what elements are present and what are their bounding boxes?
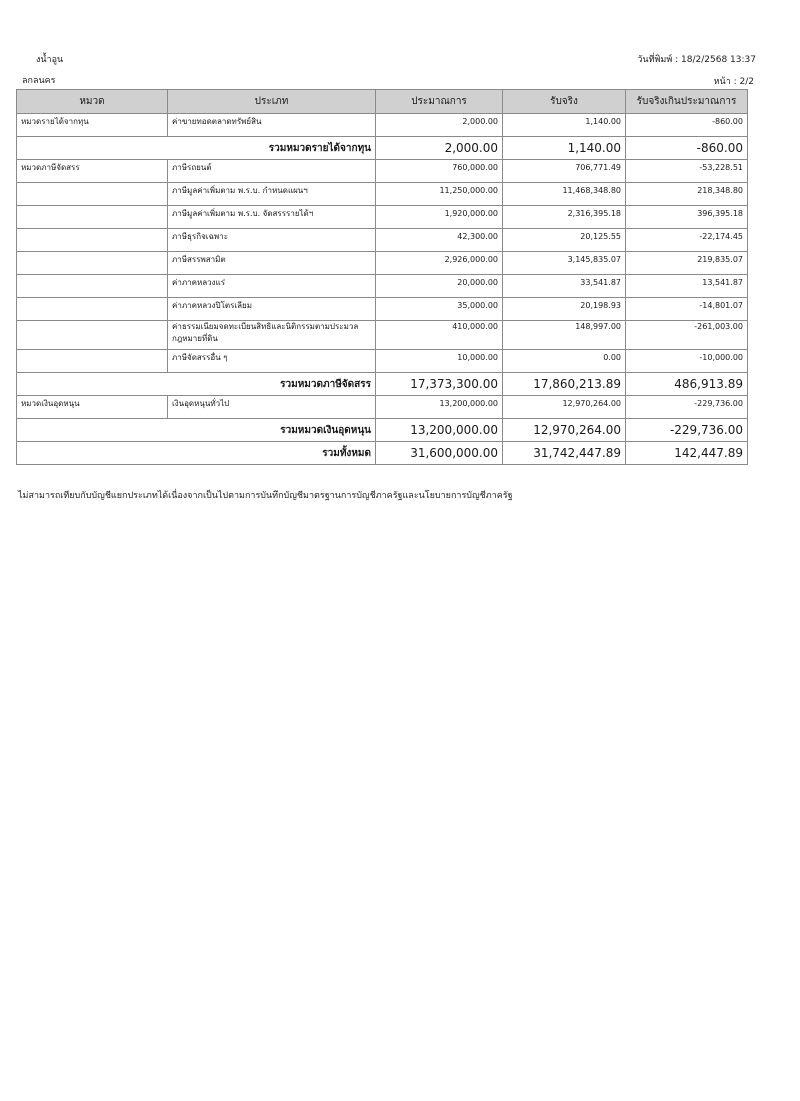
difference-cell: 396,395.18	[626, 206, 748, 229]
subtotal-estimate: 2,000.00	[376, 137, 503, 160]
difference-cell: -14,801.07	[626, 298, 748, 321]
estimate-cell: 2,000.00	[376, 114, 503, 137]
estimate-cell: 20,000.00	[376, 275, 503, 298]
table-row	[17, 229, 748, 252]
table-row	[17, 298, 748, 321]
difference-cell: -10,000.00	[626, 350, 748, 373]
category-cell: หมวดเงินอุดหนุน	[17, 396, 168, 419]
actual-cell: 11,468,348.80	[503, 183, 626, 206]
subtotal-actual: 1,140.00	[503, 137, 626, 160]
subtotal-actual: 17,860,213.89	[503, 373, 626, 396]
subtotal-difference: -860.00	[626, 137, 748, 160]
type-cell: ค่าขายทอดตลาดทรัพย์สิน	[168, 114, 376, 137]
table-header-row	[17, 90, 748, 114]
type-cell: ภาษีจัดสรรอื่น ๆ	[168, 350, 376, 373]
subtotal-label: รวมหมวดภาษีจัดสรร	[17, 373, 376, 396]
actual-cell: 33,541.87	[503, 275, 626, 298]
column-header-type: ประเภท	[168, 90, 376, 114]
subtotal-difference: 486,913.89	[626, 373, 748, 396]
table-row	[17, 252, 748, 275]
page-number: หน้า : 2/2	[713, 77, 754, 87]
subtotal-estimate: 17,373,300.00	[376, 373, 503, 396]
type-cell: ภาษีรถยนต์	[168, 160, 376, 183]
type-cell: ภาษีมูลค่าเพิ่มตาม พ.ร.บ. กำหนดแผนฯ	[168, 183, 376, 206]
grand-total-difference: 142,447.89	[626, 442, 748, 465]
estimate-cell: 42,300.00	[376, 229, 503, 252]
column-header-estimate: ประมาณการ	[376, 90, 503, 114]
estimate-cell: 10,000.00	[376, 350, 503, 373]
category-cell	[17, 275, 168, 298]
actual-cell: 2,316,395.18	[503, 206, 626, 229]
estimate-cell: 2,926,000.00	[376, 252, 503, 275]
difference-cell: -22,174.45	[626, 229, 748, 252]
difference-cell: 218,348.80	[626, 183, 748, 206]
estimate-cell: 11,250,000.00	[376, 183, 503, 206]
difference-cell: -53,228.51	[626, 160, 748, 183]
actual-cell: 148,997.00	[503, 321, 626, 350]
subtotal-row	[17, 137, 748, 160]
actual-cell: 1,140.00	[503, 114, 626, 137]
category-cell	[17, 252, 168, 275]
table-row	[17, 114, 748, 137]
column-header-difference: รับจริงเกินประมาณการ	[626, 90, 748, 114]
grand-total-actual: 31,742,447.89	[503, 442, 626, 465]
difference-cell: -261,003.00	[626, 321, 748, 350]
difference-cell: 219,835.07	[626, 252, 748, 275]
organization-name-line2: ลกลนคร	[22, 76, 56, 86]
category-cell	[17, 350, 168, 373]
column-header-category: หมวด	[17, 90, 168, 114]
table-row	[17, 321, 748, 350]
subtotal-estimate: 13,200,000.00	[376, 419, 503, 442]
subtotal-row	[17, 419, 748, 442]
table-row	[17, 160, 748, 183]
difference-cell: -860.00	[626, 114, 748, 137]
category-cell	[17, 206, 168, 229]
subtotal-label: รวมหมวดเงินอุดหนุน	[17, 419, 376, 442]
type-cell: เงินอุดหนุนทั่วไป	[168, 396, 376, 419]
table-row	[17, 275, 748, 298]
category-cell: หมวดภาษีจัดสรร	[17, 160, 168, 183]
estimate-cell: 410,000.00	[376, 321, 503, 350]
grand-total-row	[17, 442, 748, 465]
category-cell	[17, 183, 168, 206]
grand-total-estimate: 31,600,000.00	[376, 442, 503, 465]
grand-total-label: รวมทั้งหมด	[17, 442, 376, 465]
footnote: ไม่สามารถเทียบกับบัญชีแยกประเภทได้เนื่องจากเป็นไปตามการบันทึกบัญชีมาตรฐานการบัญชีภาครัฐและนโยบายการบัญชีภาครัฐ	[18, 491, 513, 501]
category-cell	[17, 229, 168, 252]
type-cell: ภาษีธุรกิจเฉพาะ	[168, 229, 376, 252]
estimate-cell: 35,000.00	[376, 298, 503, 321]
table-row	[17, 350, 748, 373]
estimate-cell: 1,920,000.00	[376, 206, 503, 229]
type-cell: ค่าภาคหลวงแร่	[168, 275, 376, 298]
table-row	[17, 183, 748, 206]
actual-cell: 20,125.55	[503, 229, 626, 252]
estimate-cell: 13,200,000.00	[376, 396, 503, 419]
actual-cell: 20,198.93	[503, 298, 626, 321]
table-row	[17, 396, 748, 419]
print-date: วันที่พิมพ์ : 18/2/2568 13:37	[637, 55, 756, 65]
difference-cell: -229,736.00	[626, 396, 748, 419]
organization-name-line1: งน้ำอูน	[36, 55, 64, 65]
actual-cell: 3,145,835.07	[503, 252, 626, 275]
type-cell: ค่าธรรมเนียมจดทะเบียนสิทธิและนิติกรรมตามประมวลกฎหมายที่ดิน	[168, 321, 376, 350]
subtotal-difference: -229,736.00	[626, 419, 748, 442]
actual-cell: 12,970,264.00	[503, 396, 626, 419]
category-cell	[17, 321, 168, 350]
type-cell: ค่าภาคหลวงปิโตรเลียม	[168, 298, 376, 321]
actual-cell: 706,771.49	[503, 160, 626, 183]
category-cell: หมวดรายได้จากทุน	[17, 114, 168, 137]
revenue-report-table	[16, 89, 748, 465]
subtotal-label: รวมหมวดรายได้จากทุน	[17, 137, 376, 160]
table-row	[17, 206, 748, 229]
category-cell	[17, 298, 168, 321]
column-header-actual: รับจริง	[503, 90, 626, 114]
actual-cell: 0.00	[503, 350, 626, 373]
type-cell: ภาษีสรรพสามิต	[168, 252, 376, 275]
subtotal-actual: 12,970,264.00	[503, 419, 626, 442]
subtotal-row	[17, 373, 748, 396]
estimate-cell: 760,000.00	[376, 160, 503, 183]
difference-cell: 13,541.87	[626, 275, 748, 298]
type-cell: ภาษีมูลค่าเพิ่มตาม พ.ร.บ. จัดสรรรายได้ฯ	[168, 206, 376, 229]
